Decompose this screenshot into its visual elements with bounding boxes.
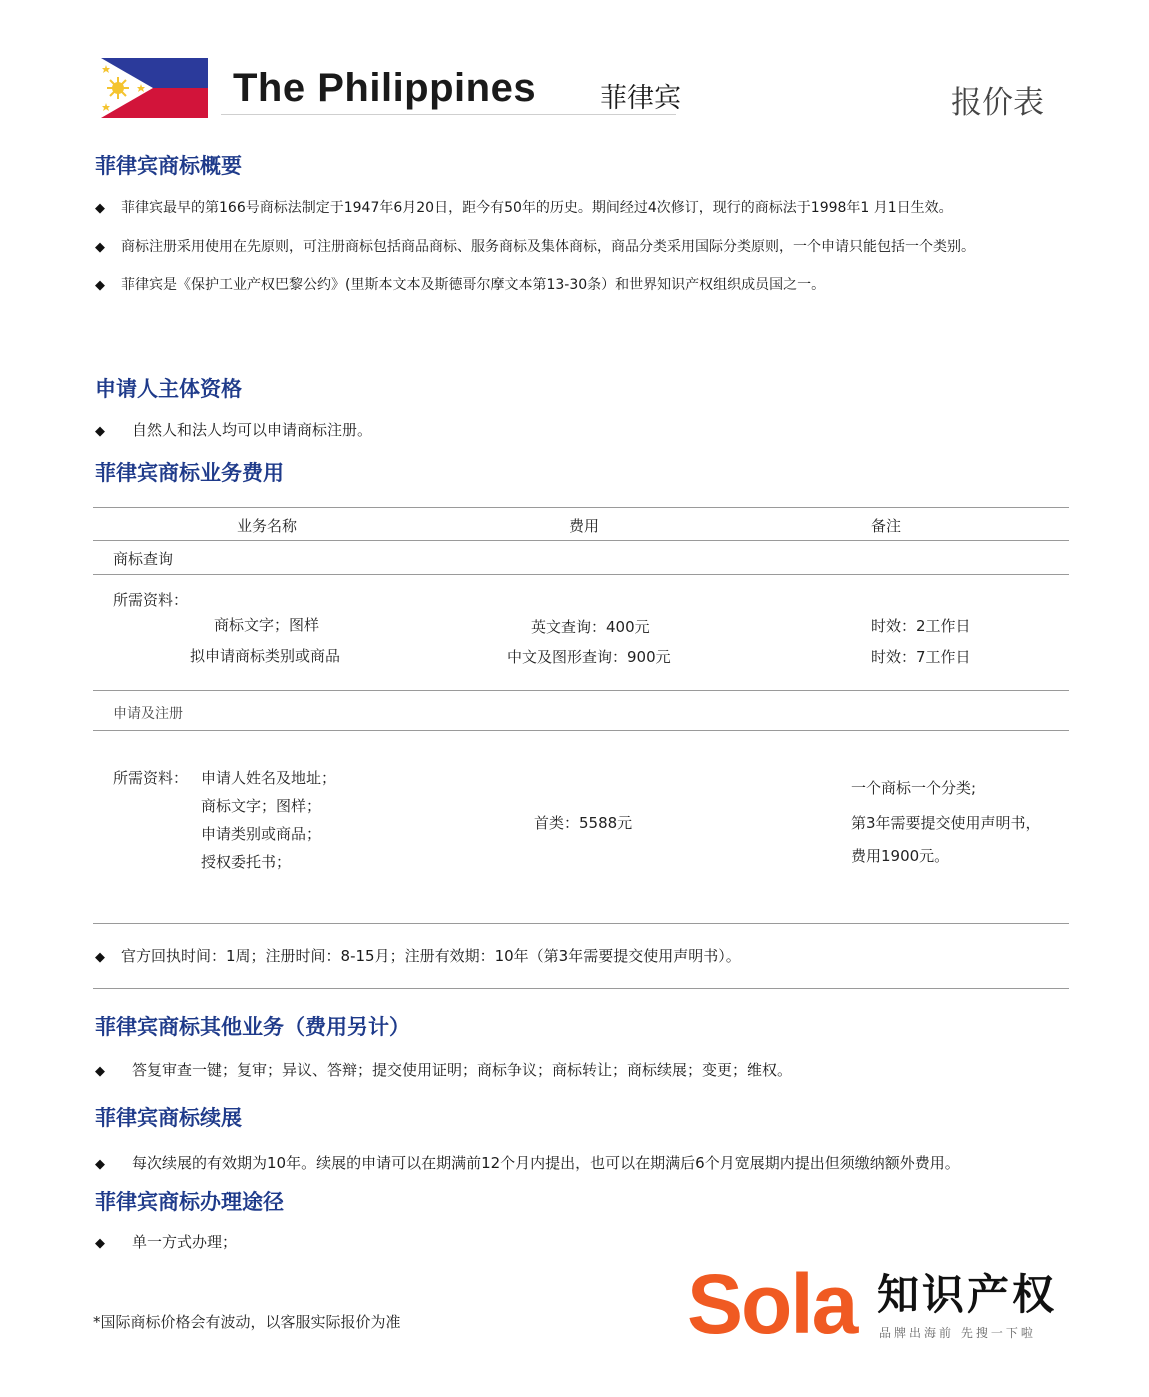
diamond-bullet-icon: ◆: [95, 1157, 105, 1172]
search-materials-label: 所需资料：: [113, 591, 189, 609]
diamond-bullet-icon: ◆: [95, 1064, 105, 1079]
registration-fee: 首类：5588元: [534, 814, 633, 832]
list-item: ◆ 菲律宾是《保护工业产权巴黎公约》(里斯本文本及斯德哥尔摩文本第13-30条）和世界知识产权组织成员国之一。: [95, 277, 826, 293]
timeline-item: ◆ 官方回执时间：1周；注册时间：8-15月；注册有效期：10年（第3年需要提交使用声明书）。: [95, 947, 741, 965]
section-title-other: 菲律宾商标其他业务（费用另计）: [95, 1015, 410, 1039]
logo-slogan: 品牌出海前 先搜一下啦: [879, 1326, 1036, 1340]
table-rule: [93, 690, 1069, 691]
registration-material-item: 授权委托书；: [201, 853, 292, 871]
search-material-item: 拟申请商标类别或商品: [190, 647, 341, 665]
list-item: ◆ 答复审查一键；复审；异议、答辩；提交使用证明；商标争议；商标转让；商标续展；变更；维权。: [95, 1061, 793, 1079]
section-title-channel: 菲律宾商标办理途径: [95, 1190, 284, 1214]
section-title-renewal: 菲律宾商标续展: [95, 1106, 242, 1130]
diamond-bullet-icon: ◆: [95, 950, 105, 965]
column-header-fee: 费用: [569, 517, 600, 535]
section-title-eligibility: 申请人主体资格: [95, 377, 242, 401]
country-title-cn: 菲律宾: [600, 83, 681, 114]
row-label-search: 商标查询: [113, 550, 174, 568]
column-header-service: 业务名称: [237, 517, 298, 535]
table-rule: [93, 540, 1069, 541]
document-label: 报价表: [951, 85, 1044, 121]
sola-logo: Sola: [687, 1257, 857, 1351]
diamond-bullet-icon: ◆: [95, 240, 105, 255]
section-title-fees: 菲律宾商标业务费用: [95, 461, 284, 485]
list-item: ◆ 每次续展的有效期为10年。续展的申请可以在期满前12个月内提出，也可以在期满后6个月宽展期内提出但须缴纳额外费用。: [95, 1154, 960, 1172]
section-title-overview: 菲律宾商标概要: [95, 154, 242, 178]
row-label-registration: 申请及注册: [113, 706, 183, 722]
registration-material-item: 申请人姓名及地址；: [201, 769, 337, 787]
table-rule: [93, 507, 1069, 508]
table-rule: [93, 730, 1069, 731]
list-item: ◆ 菲律宾最早的第166号商标法制定于1947年6月20日，距今有50年的历史。期间经过4次修订，现行的商标法于1998年1 月1日生效。: [95, 200, 953, 216]
table-rule: [93, 988, 1069, 989]
registration-note: 一个商标一个分类;: [851, 779, 977, 797]
country-title-en: The Philippines: [233, 66, 537, 110]
search-note: 时效：7工作日: [871, 648, 971, 666]
philippines-flag-icon: [101, 58, 208, 118]
diamond-bullet-icon: ◆: [95, 201, 105, 216]
list-item: ◆ 商标注册采用使用在先原则，可注册商标包括商品商标、服务商标及集体商标，商品分类采用国际分类原则，一个申请只能包括一个类别。: [95, 239, 975, 255]
table-rule: [93, 923, 1069, 924]
registration-materials-label: 所需资料：: [113, 769, 189, 787]
registration-material-item: 申请类别或商品；: [201, 825, 322, 843]
registration-note: 第3年需要提交使用声明书，: [851, 814, 1041, 832]
footer-disclaimer: *国际商标价格会有波动，以客服实际报价为准: [93, 1313, 401, 1331]
title-underline: [221, 114, 676, 115]
diamond-bullet-icon: ◆: [95, 1236, 105, 1251]
search-fee-chinese: 中文及图形查询：900元: [507, 648, 671, 666]
registration-material-item: 商标文字；图样；: [201, 797, 322, 815]
search-material-item: 商标文字；图样: [214, 616, 320, 634]
search-note: 时效：2工作日: [871, 617, 971, 635]
list-item: ◆ 单一方式办理；: [95, 1233, 238, 1251]
logo-cn-text: 知识产权: [877, 1270, 1058, 1319]
diamond-bullet-icon: ◆: [95, 424, 105, 439]
search-fee-english: 英文查询：400元: [531, 618, 650, 636]
list-item: ◆ 自然人和法人均可以申请商标注册。: [95, 421, 373, 439]
diamond-bullet-icon: ◆: [95, 278, 105, 293]
table-rule: [93, 574, 1069, 575]
registration-note: 费用1900元。: [851, 847, 950, 865]
column-header-notes: 备注: [871, 517, 902, 535]
